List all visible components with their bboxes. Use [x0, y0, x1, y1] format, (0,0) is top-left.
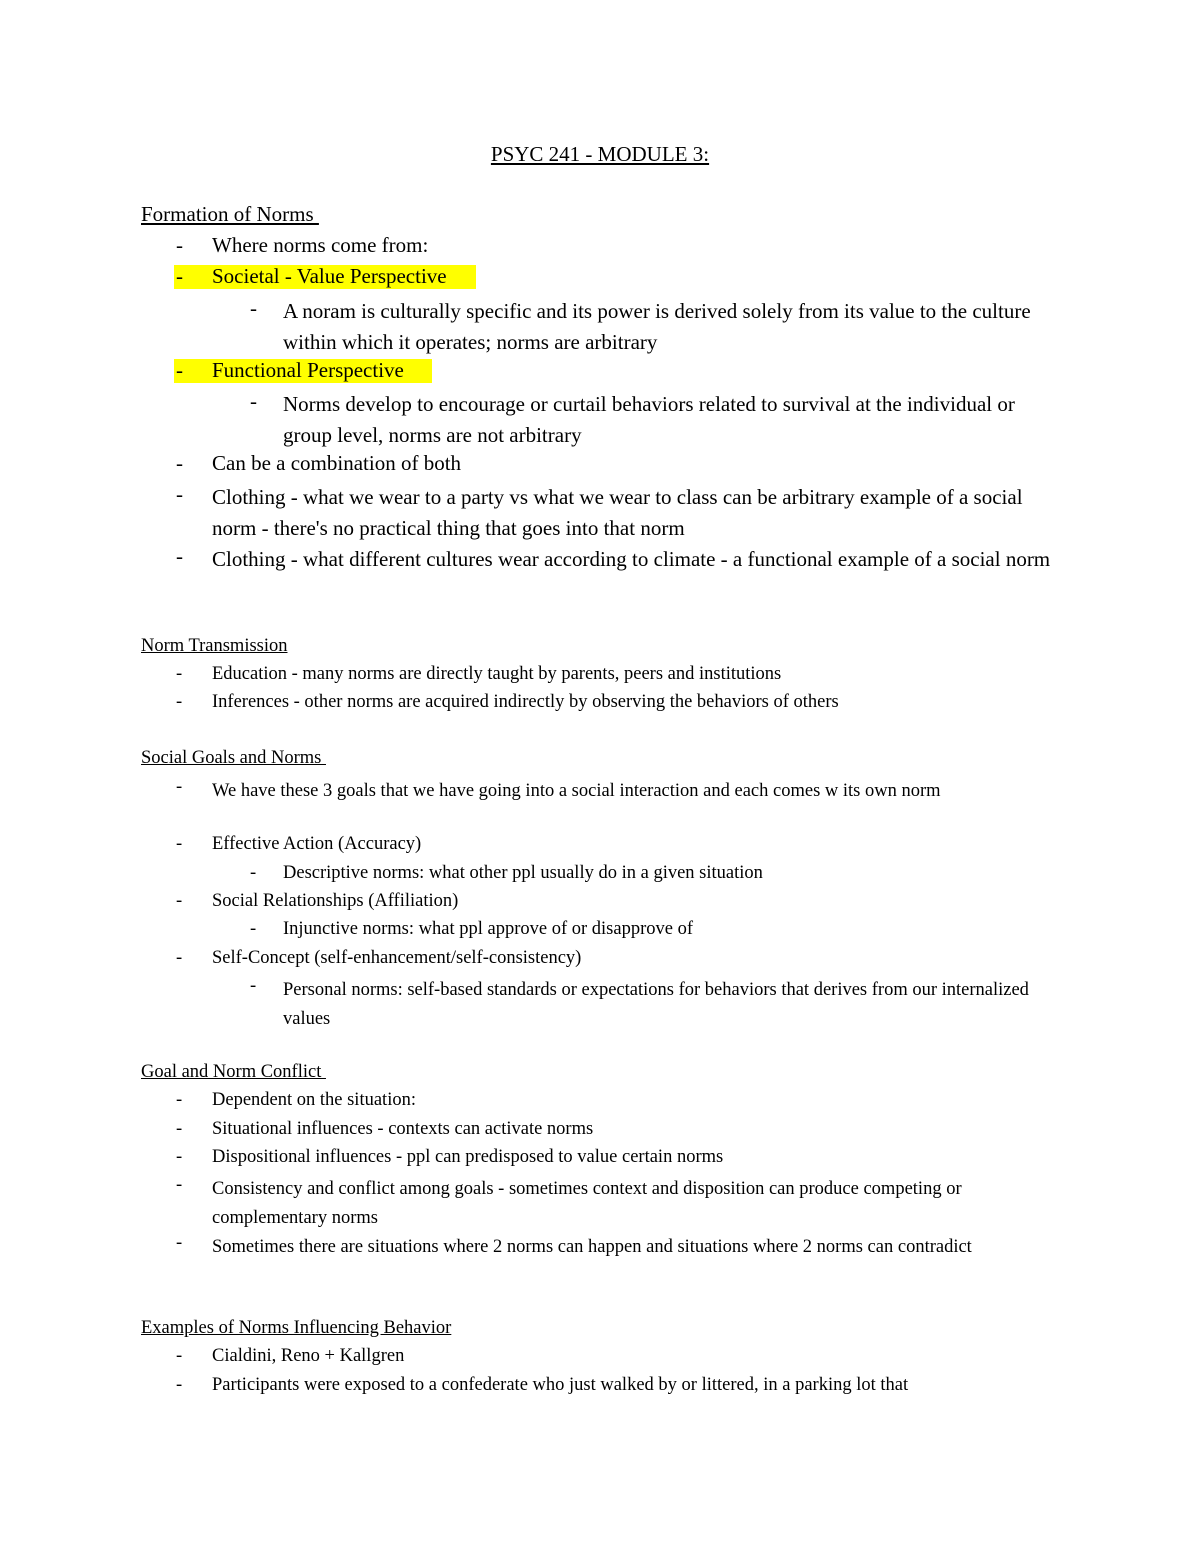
bullet-dash: -: [250, 976, 257, 996]
bullet-dash: -: [176, 834, 183, 854]
list-item: Where norms come from:: [212, 233, 429, 257]
list-item: Clothing - what different cultures wear according to climate - a functional example of a social norm: [212, 547, 1051, 571]
bullet-dash: -: [176, 451, 183, 475]
list-item: Dispositional influences - ppl can predisposed to value certain norms: [212, 1147, 724, 1167]
list-item: Clothing - what we wear to a party vs what we wear to class can be arbitrary example of a social norm - there's no practical thing that goes into that norm: [212, 485, 1023, 540]
sub-list-item: Descriptive norms: what other ppl usually do in a given situation: [283, 863, 763, 883]
section-heading: Social Goals and Norms: [141, 748, 326, 768]
list-item: Situational influences - contexts can activate norms: [212, 1119, 594, 1139]
sub-list-item: Injunctive norms: what ppl approve of or disapprove of: [283, 919, 693, 939]
list-item: Social Relationships (Affiliation): [212, 891, 459, 911]
bullet-dash: -: [176, 1175, 183, 1195]
bullet-dash: -: [176, 1375, 183, 1395]
bullet-dash: -: [176, 1119, 183, 1139]
bullet-dash: -: [250, 389, 257, 413]
list-item: Cialdini, Reno + Kallgren: [212, 1346, 405, 1366]
bullet-dash: -: [176, 233, 183, 257]
list-item: We have these 3 goals that we have going into a social interaction and each comes w its own norm: [212, 781, 941, 801]
list-item: Effective Action (Accuracy): [212, 834, 422, 854]
bullet-dash: -: [250, 296, 257, 320]
list-item: Consistency and conflict among goals - sometimes context and disposition can produce competing or complementary norms: [212, 1179, 962, 1228]
bullet-dash: -: [176, 1233, 183, 1253]
list-item: Participants were exposed to a confederate who just walked by or littered, in a parking lot that: [212, 1375, 909, 1395]
bullet-dash: -: [176, 358, 183, 382]
bullet-dash: -: [250, 863, 257, 883]
bullet-dash: -: [176, 1147, 183, 1167]
page-title: PSYC 241 - MODULE 3:: [490, 142, 710, 166]
list-item: Education - many norms are directly taught by parents, peers and institutions: [212, 664, 782, 684]
bullet-dash: -: [176, 1346, 183, 1366]
bullet-dash: -: [176, 891, 183, 911]
bullet-dash: -: [250, 919, 257, 939]
list-item: Dependent on the situation:: [212, 1090, 416, 1110]
section-heading: Norm Transmission: [141, 636, 288, 656]
sub-list-item: A noram is culturally specific and its power is derived solely from its value to the culture within which it operates; norms are arbitrary: [283, 299, 1031, 354]
bullet-dash: -: [176, 692, 183, 712]
list-item: Self-Concept (self-enhancement/self-consistency): [212, 948, 582, 968]
section-heading: Examples of Norms Influencing Behavior: [141, 1318, 452, 1338]
section-heading: Goal and Norm Conflict: [141, 1062, 326, 1082]
bullet-dash: -: [176, 1090, 183, 1110]
bullet-dash: -: [176, 948, 183, 968]
sub-list-item: Personal norms: self-based standards or expectations for behaviors that derives from our internalized values: [283, 980, 1029, 1029]
section-heading: Formation of Norms: [141, 202, 319, 226]
list-item-highlighted: Societal - Value Perspective: [212, 264, 447, 288]
bullet-dash: -: [176, 482, 183, 506]
bullet-dash: -: [176, 664, 183, 684]
list-item: Inferences - other norms are acquired indirectly by observing the behaviors of others: [212, 692, 839, 712]
bullet-dash: -: [176, 264, 183, 288]
sub-list-item: Norms develop to encourage or curtail behaviors related to survival at the individual or group level, norms are not arbitrary: [283, 392, 1015, 447]
bullet-dash: -: [176, 777, 183, 797]
list-item-highlighted: Functional Perspective: [212, 358, 410, 382]
list-item: Can be a combination of both: [212, 451, 462, 475]
bullet-dash: -: [176, 544, 183, 568]
list-item: Sometimes there are situations where 2 norms can happen and situations where 2 norms can contradict: [212, 1237, 972, 1257]
